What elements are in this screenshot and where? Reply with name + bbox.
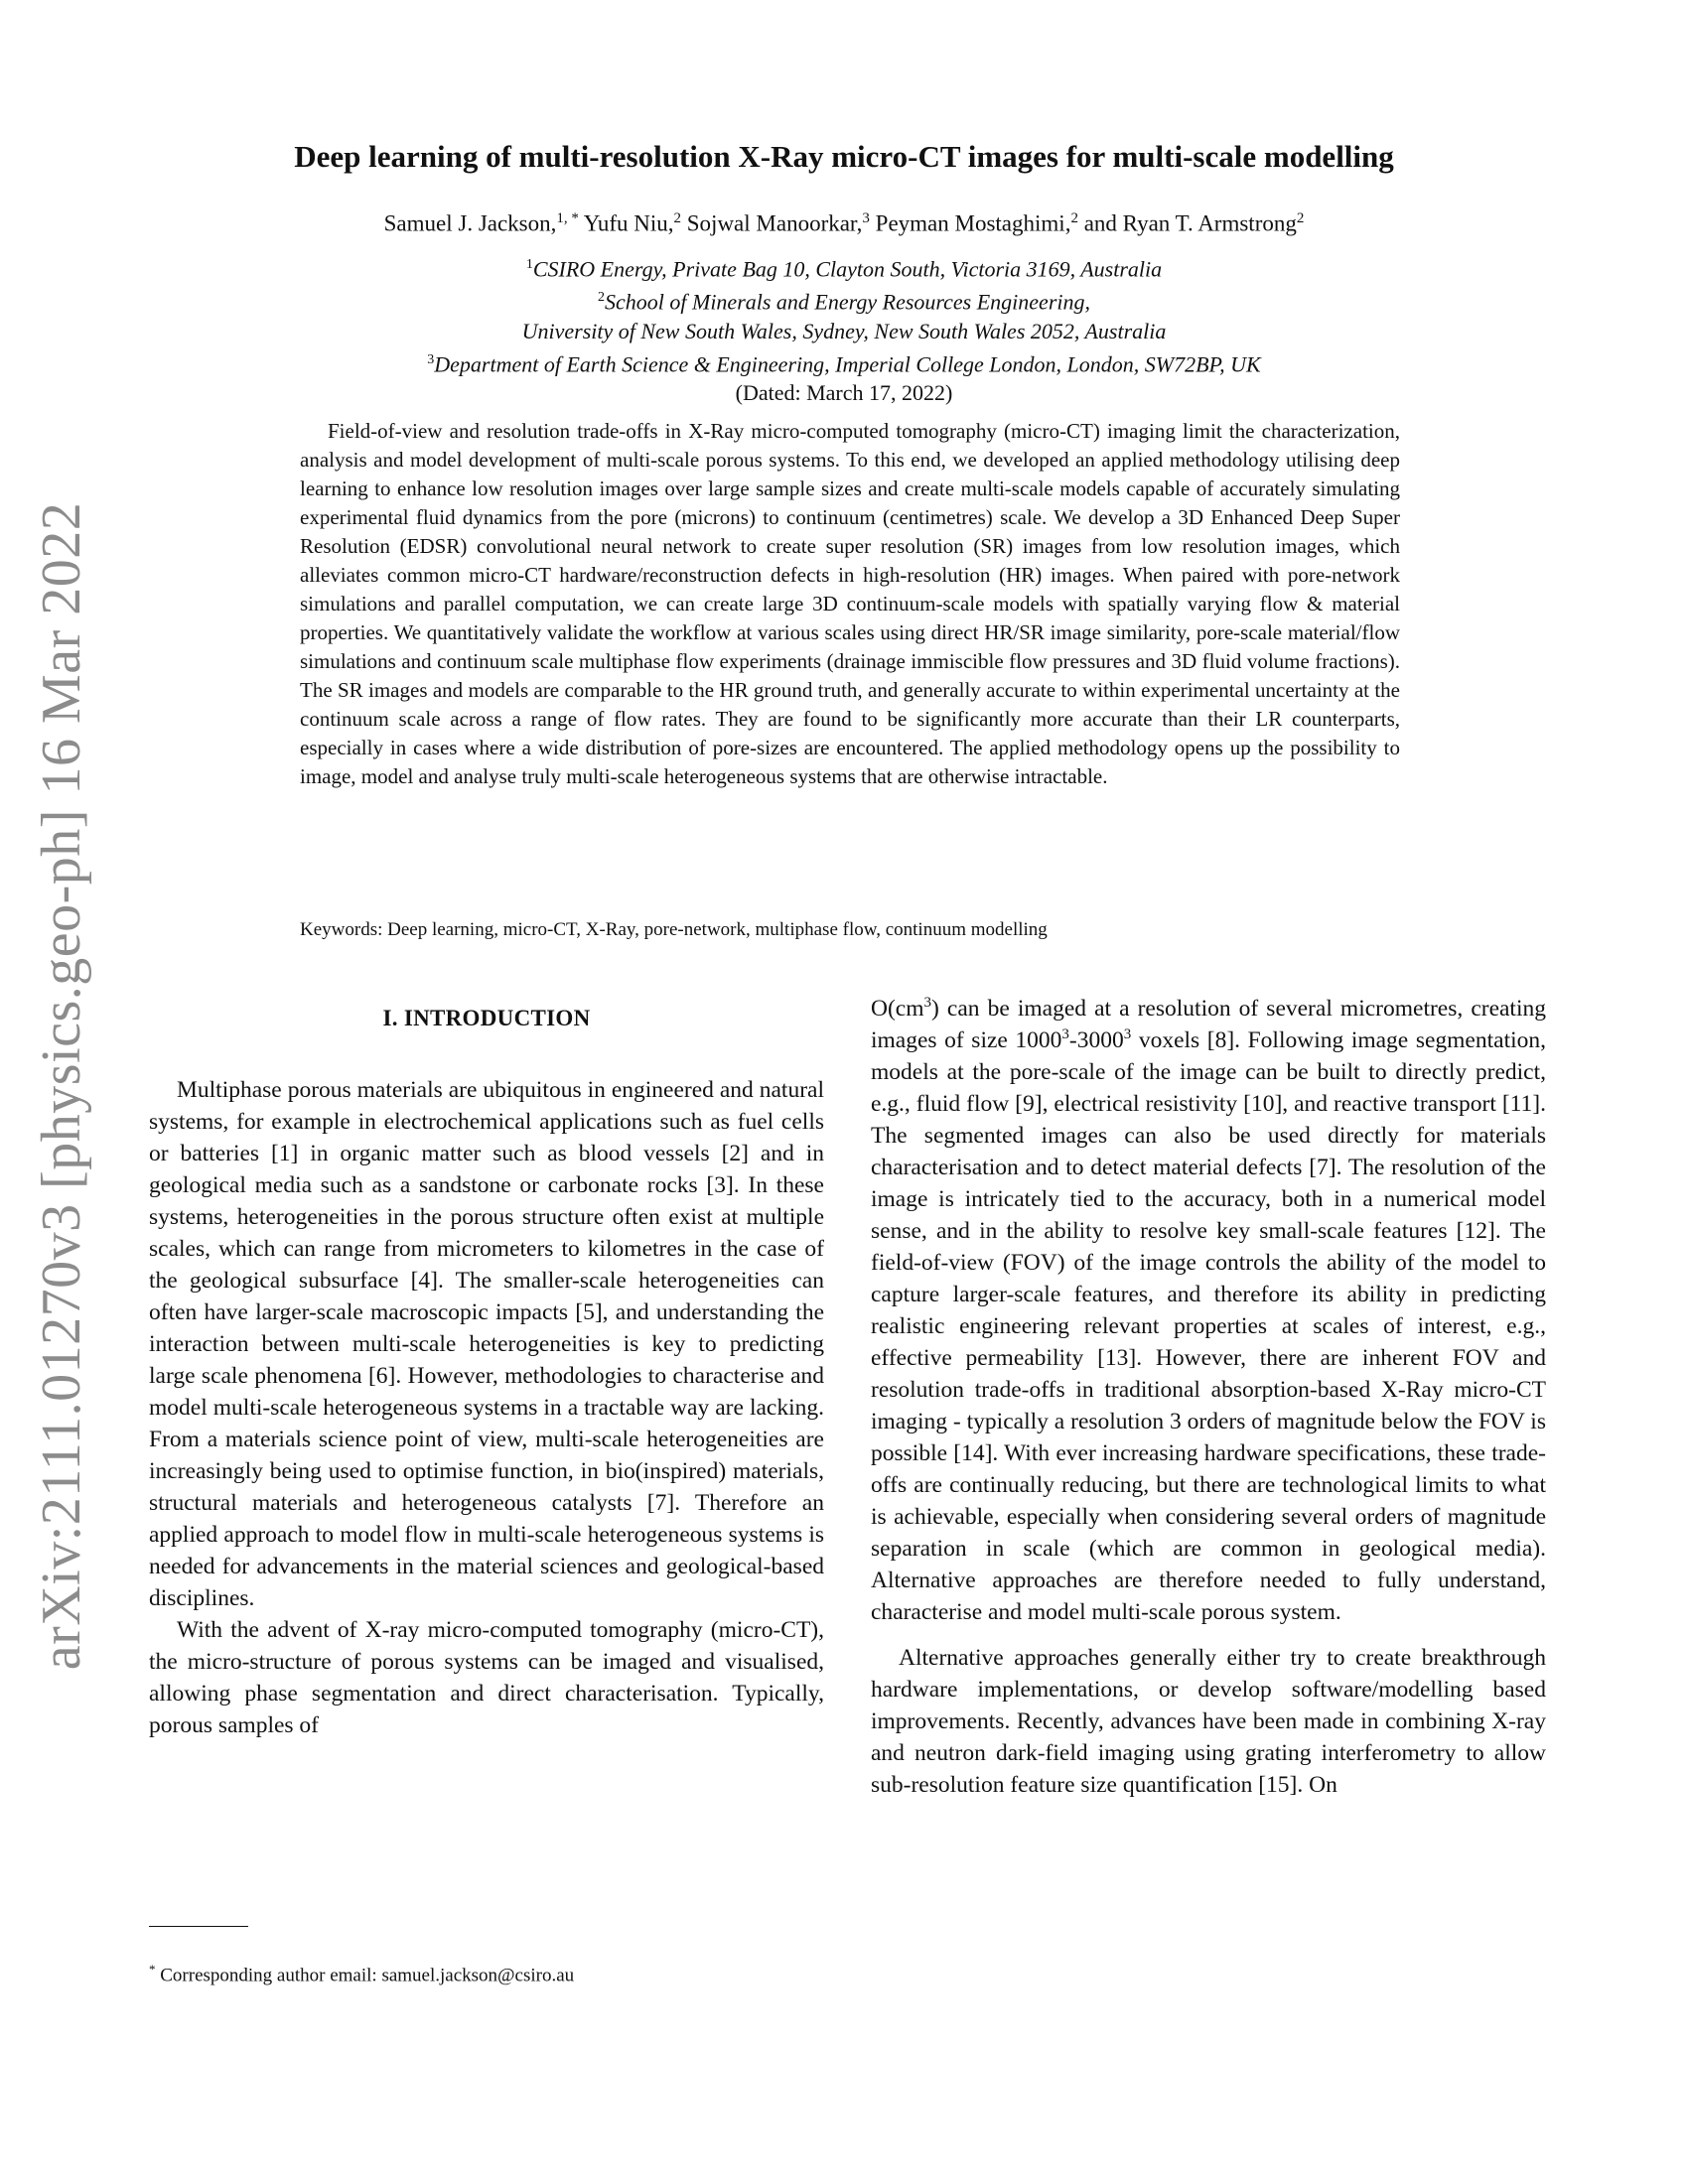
- text-run: voxels [8]. Following image segmentation, models at the pore-scale of the image can be built to directly predict, e.g., fluid flow [9], electrical resistivity [10], and reactive transport [11]. The segmented images can also be used directly for materials characterisation and to detect material defects [7]. The resolution of the image is intricately tied to the accuracy, both in a numerical model sense, and in the ability to resolve key small-scale features [12]. The field-of-view (FOV) of the image controls the ability of the model to capture larger-scale features, and therefore its ability in predicting realistic engineering relevant properties at scales of interest, e.g., effective permeability [13]. However, there are inherent FOV and resolution trade-offs in traditional absorption-based X-Ray micro-CT imaging - typically a resolution 3 orders of magnitude below the FOV is possible [14]. With ever increasing hardware specifications, these trade-offs are continually reducing, but there are technological limits to what is achievable, especially when considering several orders of magnitude separation in scale (which are common in geological media). Alternative approaches are therefore needed to fully understand, characterise and model multi-scale porous system.: [871, 1027, 1546, 1625]
- paragraph: With the advent of X-ray micro-computed tomography (micro-CT), the micro-structure of porous systems can be imaged and visualised, allowing phase segmentation and direct characterisation. Typically, porous samples of: [149, 1617, 824, 1738]
- superscript: 3: [1123, 1026, 1132, 1043]
- superscript: 3: [923, 995, 932, 1012]
- author-sup: 2: [673, 210, 682, 226]
- author-sup: 3: [862, 210, 870, 226]
- paragraph: Multiphase porous materials are ubiquitous in engineered and natural systems, for example in electrochemical applications such as fuel cells or batteries [1] in organic matter such as blood vessels [2] and in geological media such as a sandstone or carbonate rocks [3]. In these systems, heterogeneities in the porous structure often exist at multiple scales, which can range from micrometers to kilometres in the case of the geological subsurface [4]. The smaller-scale heterogeneities can often have larger-scale macroscopic impacts [5], and understanding the interaction between multi-scale heterogeneities is key to predicting large scale phenomena [6]. However, methodologies to characterise and model multi-scale heterogeneous systems in a tractable way are lacking. From a materials science point of view, multi-scale heterogeneities are increasingly being used to optimise function, in bio(inspired) materials, structural materials and heterogeneous catalysts [7]. Therefore an applied approach to model flow in multi-scale heterogeneous systems is needed for advancements in the material sciences and geological-based disciplines.: [149, 1077, 824, 1611]
- text-run: O(cm: [871, 996, 924, 1022]
- author-name: Sojwal Manoorkar,: [681, 210, 863, 236]
- footnote-divider: [149, 1926, 248, 1927]
- affiliation-text: School of Minerals and Energy Resources Engineering,: [605, 289, 1090, 315]
- keywords: Keywords: Deep learning, micro-CT, X-Ray, pore-network, multiphase flow, continuum modelling: [300, 919, 1048, 940]
- author-name: Peyman Mostaghimi,: [869, 210, 1071, 236]
- author-list: [149, 210, 1539, 237]
- affiliation-3: [149, 345, 1539, 378]
- paper-title: Deep learning of multi-resolution X-Ray micro-CT images for multi-scale modelling: [294, 139, 1394, 174]
- affiliation-text: Department of Earth Science & Engineering, Imperial College London, London, SW72BP, UK: [434, 350, 1261, 376]
- author-sup: 2: [1070, 210, 1078, 226]
- affiliation-1: [149, 250, 1539, 283]
- date-line: (Dated: March 17, 2022): [735, 379, 953, 405]
- affiliation-2: [149, 283, 1539, 316]
- abstract: [300, 417, 1400, 791]
- section-heading: I. INTRODUCTION: [382, 1006, 591, 1030]
- right-column: [871, 993, 1546, 1801]
- author-name: and Ryan T. Armstrong: [1077, 210, 1297, 236]
- affiliation-2-line2: University of New South Wales, Sydney, New South Wales 2052, Australia: [521, 318, 1167, 343]
- superscript: 3: [1061, 1026, 1069, 1043]
- affiliation-sup: 3: [427, 351, 435, 367]
- author-name: Yufu Niu,: [578, 210, 674, 236]
- affiliations: [149, 250, 1539, 407]
- left-column: [149, 1003, 824, 1741]
- text-run: -3000: [1068, 1027, 1124, 1053]
- affiliation-sup: 1: [525, 257, 533, 272]
- footnote-marker: *: [149, 1962, 156, 1977]
- footnote: [149, 1962, 824, 1986]
- paragraph: [871, 993, 1546, 1628]
- author-sup: 1, *: [556, 210, 579, 226]
- affiliation-sup: 2: [598, 290, 605, 306]
- affiliation-text: CSIRO Energy, Private Bag 10, Clayton South, Victoria 3169, Australia: [532, 256, 1163, 282]
- paragraph: Alternative approaches generally either try to create breakthrough hardware implementations, or develop software/modelling based improvements. Recently, advances have been made in combining X-ray and neutron dark-field imaging using grating interferometry to allow sub-resolution feature size quantification [15]. On: [871, 1645, 1546, 1798]
- text-run: ) can be imaged at a resolution of several micrometres, creating images of size 1000: [871, 996, 1546, 1053]
- author-name: Samuel J. Jackson,: [383, 210, 557, 236]
- author-sup: 2: [1296, 210, 1305, 226]
- footnote-text: Corresponding author email: samuel.jackson@csiro.au: [155, 1965, 575, 1986]
- abstract-text: Field-of-view and resolution trade-offs in X-Ray micro-computed tomography (micro-CT) imaging limit the characterization, analysis and model development of multi-scale porous systems. To this end, we developed an applied methodology utilising deep learning to enhance low resolution images over large sample sizes and create multi-scale models capable of accurately simulating experimental fluid dynamics from the pore (microns) to continuum (centimetres) scale. We develop a 3D Enhanced Deep Super Resolution (EDSR) convolutional neural network to create super resolution (SR) images from low resolution images, which alleviates common micro-CT hardware/reconstruction defects in high-resolution (HR) images. When paired with pore-network simulations and parallel computation, we can create large 3D continuum-scale models with spatially varying flow & material properties. We quantitatively validate the workflow at various scales using direct HR/SR image similarity, pore-scale material/flow simulations and continuum scale multiphase flow experiments (drainage immiscible flow pressures and 3D fluid volume fractions). The SR images and models are comparable to the HR ground truth, and generally accurate to within experimental uncertainty at the continuum scale across a range of flow rates. They are found to be significantly more accurate than their LR counterparts, especially in cases where a wide distribution of pore-sizes are encountered. The applied methodology opens up the possibility to image, model and analyse truly multi-scale heterogeneous systems that are otherwise intractable.: [300, 419, 1400, 788]
- arxiv-identifier: arXiv:2111.01270v3 [physics.geo-ph] 16 Mar 2022: [31, 501, 92, 1671]
